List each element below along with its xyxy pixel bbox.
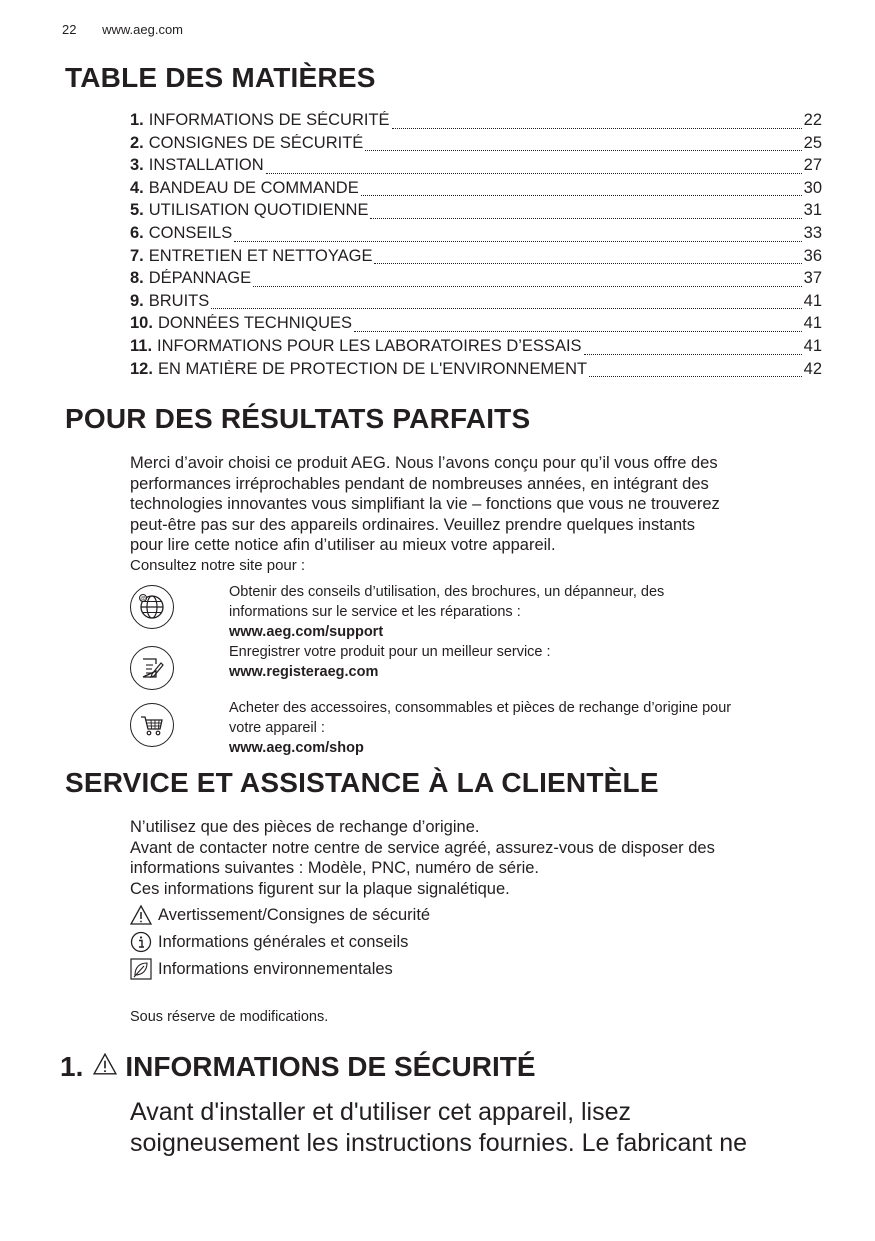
toc-entry-label: INSTALLATION	[148, 156, 264, 175]
toc-entry-page: 33	[803, 223, 822, 242]
toc-entry-number: 9.	[130, 291, 144, 310]
page-number: 22	[62, 22, 77, 37]
toc-leader-dots	[211, 307, 801, 309]
warning-triangle-icon	[93, 1051, 117, 1083]
toc-entry-label: INFORMATIONS DE SÉCURITÉ	[148, 111, 390, 129]
toc-entry[interactable]	[130, 314, 822, 337]
results-line: pour lire cette notice afin d’utiliser au mieux votre appareil.	[130, 536, 556, 554]
toc-entry[interactable]	[130, 292, 822, 315]
toc-leader-dots	[361, 194, 802, 196]
toc-entry[interactable]	[130, 360, 822, 383]
toc-title: TABLE DES MATIÈRES	[65, 62, 376, 93]
results-line: performances irréprochables pendant de nombreuses années, en intégrant des	[130, 474, 709, 493]
toc-leader-dots	[354, 330, 802, 332]
toc-entry-number: 7.	[130, 246, 144, 265]
legend-info-label: Informations générales et conseils	[158, 932, 409, 951]
toc-entry-label: UTILISATION QUOTIDIENNE	[148, 201, 369, 220]
toc-entry[interactable]	[130, 269, 822, 292]
info-icon	[130, 931, 152, 953]
toc-entry-number: 11.	[130, 336, 153, 355]
toc-entry[interactable]	[130, 337, 822, 360]
shop-link[interactable]: www.aeg.com/shop	[229, 740, 364, 756]
legend-warning	[130, 904, 430, 926]
legend-env-label: Informations environnementales	[158, 959, 393, 978]
toc-leader-dots	[589, 375, 802, 377]
section1-line: soigneusement les instructions fournies. Le fabricant ne	[130, 1129, 748, 1157]
svg-text:@: @	[140, 596, 146, 602]
toc-entry-page: 36	[803, 246, 822, 265]
toc-entry-number: 2.	[130, 133, 144, 152]
toc-entry-page: 41	[803, 336, 822, 355]
toc-leader-dots	[266, 172, 802, 174]
toc-entry-page: 41	[803, 314, 822, 333]
toc-entry[interactable]	[130, 247, 822, 270]
toc-entry-page: 37	[803, 269, 822, 288]
table-of-contents	[130, 111, 822, 382]
toc-entry-label: DÉPANNAGE	[148, 269, 252, 288]
warning-triangle-icon	[130, 904, 152, 926]
toc-entry-number: 10.	[130, 314, 153, 333]
results-line: technologies innovantes vous simplifiant la vie – fonctions que vous ne trouverez	[130, 495, 720, 513]
leaf-icon	[130, 958, 152, 980]
toc-leader-dots	[392, 127, 802, 129]
shop-info	[229, 698, 829, 758]
section1-title: INFORMATIONS DE SÉCURITÉ	[125, 1051, 536, 1082]
toc-entry-label: DONNÉES TECHNIQUES	[157, 314, 352, 333]
results-line: peut-être pas sur des appareils ordinaires. Veuillez prendre quelques instants	[130, 515, 696, 534]
toc-entry-page: 27	[803, 156, 822, 175]
section1-intro	[130, 1097, 830, 1159]
section1-line: Avant d'installer et d'utiliser cet appareil, lisez	[130, 1098, 632, 1126]
toc-entry[interactable]	[130, 201, 822, 224]
toc-leader-dots	[374, 262, 801, 264]
support-text: informations sur le service et les réparations :	[229, 604, 521, 620]
toc-entry-label: BRUITS	[148, 291, 210, 310]
toc-entry[interactable]	[130, 224, 822, 247]
toc-entry-label: CONSEILS	[148, 223, 233, 242]
toc-entry-page: 42	[803, 359, 822, 378]
register-form-icon	[130, 646, 174, 690]
toc-entry-page: 41	[803, 291, 822, 310]
visit-text: Consultez notre site pour :	[130, 556, 306, 574]
toc-entry[interactable]	[130, 156, 822, 179]
toc-entry-number: 4.	[130, 178, 144, 197]
service-line: Avant de contacter notre centre de service agréé, assurez-vous de disposer des	[130, 838, 715, 857]
toc-entry-page: 30	[803, 178, 822, 197]
toc-entry-label: CONSIGNES DE SÉCURITÉ	[148, 133, 364, 152]
register-text: Enregistrer votre produit pour un meilleur service :	[229, 644, 551, 660]
legend-info	[130, 931, 408, 953]
toc-leader-dots	[370, 217, 801, 219]
support-link[interactable]: www.aeg.com/support	[229, 624, 384, 640]
toc-entry-label: BANDEAU DE COMMANDE	[148, 178, 359, 197]
toc-leader-dots	[253, 285, 801, 287]
toc-entry[interactable]	[130, 111, 822, 134]
toc-entry-number: 8.	[130, 269, 144, 288]
results-title: POUR DES RÉSULTATS PARFAITS	[65, 403, 531, 434]
shopping-cart-icon	[130, 703, 174, 747]
toc-entry-label: ENTRETIEN ET NETTOYAGE	[148, 246, 373, 265]
service-line: informations suivantes : Modèle, PNC, numéro de série.	[130, 859, 540, 877]
toc-entry-label: INFORMATIONS POUR LES LABORATOIRES D’ESSAIS	[157, 336, 582, 355]
toc-leader-dots	[234, 240, 801, 242]
support-text: Obtenir des conseils d’utilisation, des brochures, un dépanneur, des	[229, 584, 665, 600]
section1-heading	[60, 1051, 536, 1083]
service-paragraph	[130, 817, 820, 899]
toc-entry-number: 5.	[130, 201, 144, 220]
legend-environment	[130, 958, 393, 980]
toc-leader-dots	[584, 353, 802, 355]
service-title: SERVICE ET ASSISTANCE À LA CLIENTÈLE	[65, 767, 659, 798]
service-line: Ces informations figurent sur la plaque signalétique.	[130, 879, 510, 898]
toc-leader-dots	[365, 149, 801, 151]
support-info	[229, 582, 829, 682]
toc-entry-page: 31	[803, 201, 822, 220]
toc-entry-page: 22	[803, 111, 822, 129]
toc-entry[interactable]	[130, 134, 822, 157]
section1-number: 1.	[60, 1051, 84, 1082]
toc-entry-number: 12.	[130, 359, 153, 378]
page-header	[62, 22, 183, 37]
results-line: Merci d’avoir choisi ce produit AEG. Nous l’avons conçu pour qu’il vous offre des	[130, 454, 718, 472]
shop-text: Acheter des accessoires, consommables et pièces de rechange d’origine pour	[229, 700, 732, 716]
header-url[interactable]: www.aeg.com	[102, 22, 184, 37]
legend-warning-label: Avertissement/Consignes de sécurité	[158, 905, 431, 924]
toc-entry-number: 6.	[130, 223, 144, 242]
toc-entry[interactable]	[130, 179, 822, 202]
toc-entry-label: EN MATIÈRE DE PROTECTION DE L'ENVIRONNEMENT	[157, 359, 588, 378]
modifications-note: Sous réserve de modifications.	[130, 1009, 329, 1025]
register-link[interactable]: www.registeraeg.com	[229, 664, 379, 680]
service-line: N’utilisez que des pièces de rechange d’origine.	[130, 818, 480, 836]
toc-entry-number: 3.	[130, 156, 144, 175]
shop-text: votre appareil :	[229, 720, 325, 736]
web-globe-icon	[130, 585, 174, 629]
results-paragraph	[130, 453, 820, 576]
toc-entry-number: 1.	[130, 111, 144, 129]
toc-entry-page: 25	[803, 133, 822, 152]
